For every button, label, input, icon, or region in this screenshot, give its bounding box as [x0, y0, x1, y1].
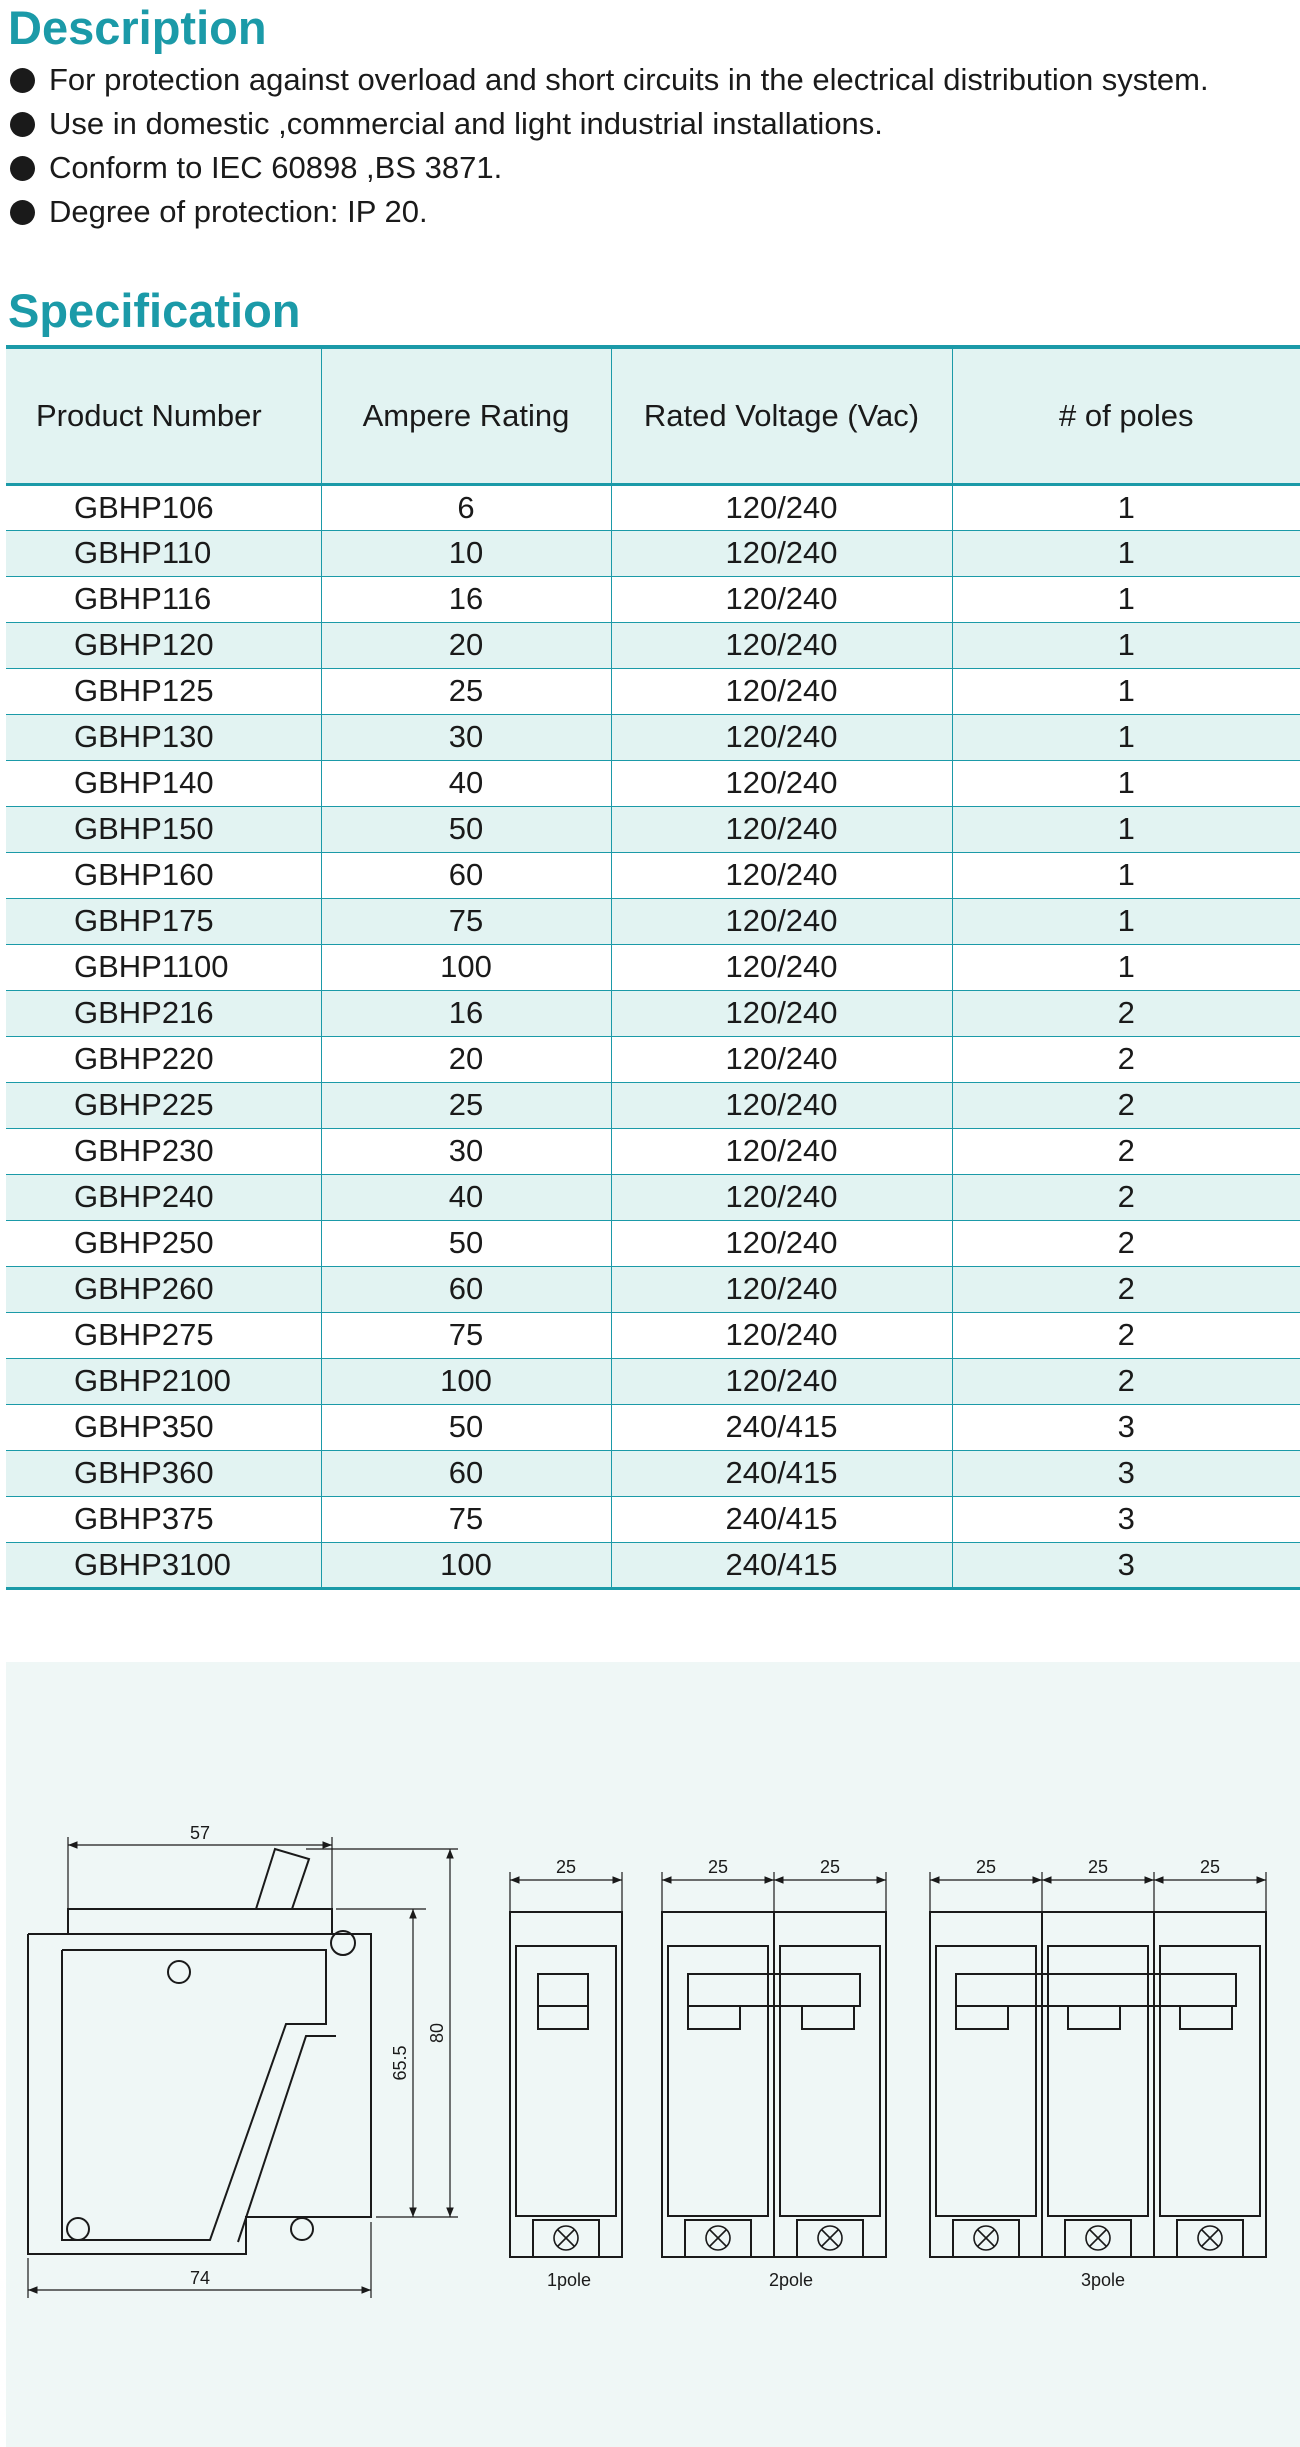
cell-poles: 1 [952, 944, 1300, 990]
cell-poles: 3 [952, 1542, 1300, 1588]
table-row [6, 1358, 1300, 1404]
cell-product-number: GBHP116 [6, 576, 321, 622]
bullet-dot-icon [10, 156, 35, 181]
cell-rated-voltage: 120/240 [611, 990, 952, 1036]
cell-product-number: GBHP260 [6, 1266, 321, 1312]
cell-product-number: GBHP130 [6, 714, 321, 760]
cell-ampere-rating: 100 [321, 944, 611, 990]
description-item [10, 190, 1209, 234]
cell-product-number: GBHP225 [6, 1082, 321, 1128]
table-row [6, 806, 1300, 852]
cell-product-number: GBHP106 [6, 484, 321, 530]
cell-product-number: GBHP220 [6, 1036, 321, 1082]
cell-rated-voltage: 120/240 [611, 576, 952, 622]
cell-product-number: GBHP3100 [6, 1542, 321, 1588]
bullet-dot-icon [10, 200, 35, 225]
table-header-row [6, 347, 1300, 484]
specification-heading: Specification [8, 284, 301, 337]
terminal-screw-icon [1198, 2226, 1222, 2250]
description-item [10, 58, 1209, 102]
cell-poles: 1 [952, 898, 1300, 944]
cell-product-number: GBHP350 [6, 1404, 321, 1450]
cell-poles: 1 [952, 622, 1300, 668]
column-header-rated-voltage: Rated Voltage (Vac) [611, 347, 952, 484]
cell-product-number: GBHP125 [6, 668, 321, 714]
mounting-hole-icon [67, 2218, 89, 2240]
cell-poles: 2 [952, 1266, 1300, 1312]
terminal-screw-icon [974, 2226, 998, 2250]
cell-ampere-rating: 16 [321, 576, 611, 622]
cell-poles: 3 [952, 1450, 1300, 1496]
terminal-screws [554, 2226, 1222, 2250]
cell-product-number: GBHP250 [6, 1220, 321, 1266]
cell-product-number: GBHP120 [6, 622, 321, 668]
cell-ampere-rating: 60 [321, 1266, 611, 1312]
cell-product-number: GBHP110 [6, 530, 321, 576]
table-row [6, 1174, 1300, 1220]
cell-product-number: GBHP2100 [6, 1358, 321, 1404]
table-row [6, 714, 1300, 760]
front-view-1pole [510, 1912, 622, 2257]
cell-rated-voltage: 120/240 [611, 806, 952, 852]
cell-ampere-rating: 30 [321, 1128, 611, 1174]
cell-ampere-rating: 6 [321, 484, 611, 530]
cell-product-number: GBHP360 [6, 1450, 321, 1496]
dimension-label-pole-width: 25 [819, 1857, 841, 1877]
cell-product-number: GBHP160 [6, 852, 321, 898]
cell-product-number: GBHP375 [6, 1496, 321, 1542]
bullet-dot-icon [10, 112, 35, 137]
cell-ampere-rating: 25 [321, 668, 611, 714]
description-text: For protection against overload and short circuits in the electrical distribution system. [49, 62, 1209, 97]
terminal-screw-icon [1086, 2226, 1110, 2250]
table-row [6, 852, 1300, 898]
cell-product-number: GBHP175 [6, 898, 321, 944]
terminal-screw-icon [554, 2226, 578, 2250]
dimension-label-width-bottom: 74 [189, 2268, 211, 2288]
cell-ampere-rating: 40 [321, 760, 611, 806]
table-row [6, 622, 1300, 668]
cell-ampere-rating: 100 [321, 1358, 611, 1404]
cell-rated-voltage: 240/415 [611, 1542, 952, 1588]
cell-product-number: GBHP1100 [6, 944, 321, 990]
cell-ampere-rating: 60 [321, 852, 611, 898]
cell-ampere-rating: 30 [321, 714, 611, 760]
dimension-label-pole-width: 25 [975, 1857, 997, 1877]
cell-ampere-rating: 10 [321, 530, 611, 576]
cell-rated-voltage: 120/240 [611, 760, 952, 806]
cell-rated-voltage: 120/240 [611, 898, 952, 944]
description-text: Degree of protection: IP 20. [49, 194, 428, 229]
table-row [6, 668, 1300, 714]
column-header-poles: # of poles [952, 347, 1300, 484]
cell-poles: 3 [952, 1404, 1300, 1450]
cell-ampere-rating: 40 [321, 1174, 611, 1220]
cell-rated-voltage: 240/415 [611, 1496, 952, 1542]
description-heading: Description [8, 1, 267, 54]
cell-rated-voltage: 120/240 [611, 1358, 952, 1404]
cell-rated-voltage: 120/240 [611, 1036, 952, 1082]
table-row [6, 1450, 1300, 1496]
cell-rated-voltage: 120/240 [611, 1220, 952, 1266]
table-row [6, 1128, 1300, 1174]
cell-rated-voltage: 120/240 [611, 1266, 952, 1312]
dimension-label-pole-width: 25 [707, 1857, 729, 1877]
front-view-3pole [930, 1912, 1266, 2257]
description-text: Use in domestic ,commercial and light industrial installations. [49, 106, 883, 141]
cell-ampere-rating: 75 [321, 1496, 611, 1542]
cell-ampere-rating: 75 [321, 898, 611, 944]
cell-poles: 1 [952, 668, 1300, 714]
cell-ampere-rating: 25 [321, 1082, 611, 1128]
cell-rated-voltage: 120/240 [611, 1128, 952, 1174]
cell-poles: 1 [952, 852, 1300, 898]
dimension-label-pole-width: 25 [1199, 1857, 1221, 1877]
side-view-outline [28, 1849, 371, 2254]
specification-table [6, 345, 1300, 1590]
table-row [6, 1266, 1300, 1312]
cell-ampere-rating: 16 [321, 990, 611, 1036]
table-row [6, 990, 1300, 1036]
cell-rated-voltage: 120/240 [611, 668, 952, 714]
cell-poles: 1 [952, 806, 1300, 852]
cell-product-number: GBHP140 [6, 760, 321, 806]
column-header-ampere-rating: Ampere Rating [321, 347, 611, 484]
cell-rated-voltage: 120/240 [611, 530, 952, 576]
cell-poles: 2 [952, 1174, 1300, 1220]
cell-rated-voltage: 120/240 [611, 622, 952, 668]
cell-rated-voltage: 120/240 [611, 1312, 952, 1358]
cell-rated-voltage: 120/240 [611, 1082, 952, 1128]
front-view-2pole [662, 1912, 886, 2257]
cell-poles: 2 [952, 1128, 1300, 1174]
table-row [6, 760, 1300, 806]
table-row [6, 1312, 1300, 1358]
cell-poles: 2 [952, 1312, 1300, 1358]
table-row [6, 1082, 1300, 1128]
cell-poles: 2 [952, 1358, 1300, 1404]
table-row [6, 1496, 1300, 1542]
cell-product-number: GBHP150 [6, 806, 321, 852]
cell-poles: 1 [952, 714, 1300, 760]
cell-rated-voltage: 240/415 [611, 1450, 952, 1496]
dimension-label-height-inner: 65.5 [390, 2045, 410, 2081]
table-body [6, 484, 1300, 1588]
cell-rated-voltage: 120/240 [611, 714, 952, 760]
table-row [6, 576, 1300, 622]
terminal-screw-icon [706, 2226, 730, 2250]
cell-poles: 2 [952, 1220, 1300, 1266]
cell-product-number: GBHP230 [6, 1128, 321, 1174]
mounting-hole-icon [168, 1961, 190, 1983]
cell-poles: 1 [952, 530, 1300, 576]
mounting-hole-icon [291, 2218, 313, 2240]
dimension-label-pole-width: 25 [1087, 1857, 1109, 1877]
cell-ampere-rating: 50 [321, 1404, 611, 1450]
caption-3pole: 3pole [1080, 2270, 1126, 2290]
cell-poles: 2 [952, 1036, 1300, 1082]
table-row [6, 530, 1300, 576]
cell-ampere-rating: 20 [321, 1036, 611, 1082]
cell-ampere-rating: 100 [321, 1542, 611, 1588]
cell-rated-voltage: 120/240 [611, 484, 952, 530]
description-list [10, 58, 1209, 234]
cell-rated-voltage: 120/240 [611, 1174, 952, 1220]
cell-ampere-rating: 50 [321, 1220, 611, 1266]
caption-1pole: 1pole [546, 2270, 592, 2290]
terminal-screw-icon [818, 2226, 842, 2250]
bullet-dot-icon [10, 68, 35, 93]
cell-ampere-rating: 60 [321, 1450, 611, 1496]
table-row [6, 484, 1300, 530]
cell-rated-voltage: 120/240 [611, 852, 952, 898]
cell-poles: 1 [952, 484, 1300, 530]
cell-poles: 3 [952, 1496, 1300, 1542]
dimension-drawing-panel [6, 1662, 1300, 2447]
cell-ampere-rating: 75 [321, 1312, 611, 1358]
cell-ampere-rating: 50 [321, 806, 611, 852]
description-item [10, 102, 1209, 146]
description-item [10, 146, 1209, 190]
description-text: Conform to IEC 60898 ,BS 3871. [49, 150, 503, 185]
cell-product-number: GBHP240 [6, 1174, 321, 1220]
table-row [6, 1542, 1300, 1588]
cell-poles: 1 [952, 760, 1300, 806]
cell-product-number: GBHP216 [6, 990, 321, 1036]
table-row [6, 898, 1300, 944]
table-row [6, 1220, 1300, 1266]
cell-ampere-rating: 20 [321, 622, 611, 668]
column-header-product-number: Product Number [6, 347, 321, 484]
table-row [6, 1036, 1300, 1082]
front-view-dimensions [510, 1872, 1266, 1912]
caption-2pole: 2pole [768, 2270, 814, 2290]
cell-poles: 2 [952, 990, 1300, 1036]
cell-rated-voltage: 120/240 [611, 944, 952, 990]
cell-poles: 2 [952, 1082, 1300, 1128]
dimension-label-width-top: 57 [189, 1823, 211, 1843]
dimension-label-pole-width: 25 [555, 1857, 577, 1877]
cell-rated-voltage: 240/415 [611, 1404, 952, 1450]
table-row [6, 1404, 1300, 1450]
cell-poles: 1 [952, 576, 1300, 622]
dimension-label-height-outer: 80 [427, 2022, 447, 2044]
dimension-drawing [6, 1662, 1300, 2447]
table-row [6, 944, 1300, 990]
cell-product-number: GBHP275 [6, 1312, 321, 1358]
